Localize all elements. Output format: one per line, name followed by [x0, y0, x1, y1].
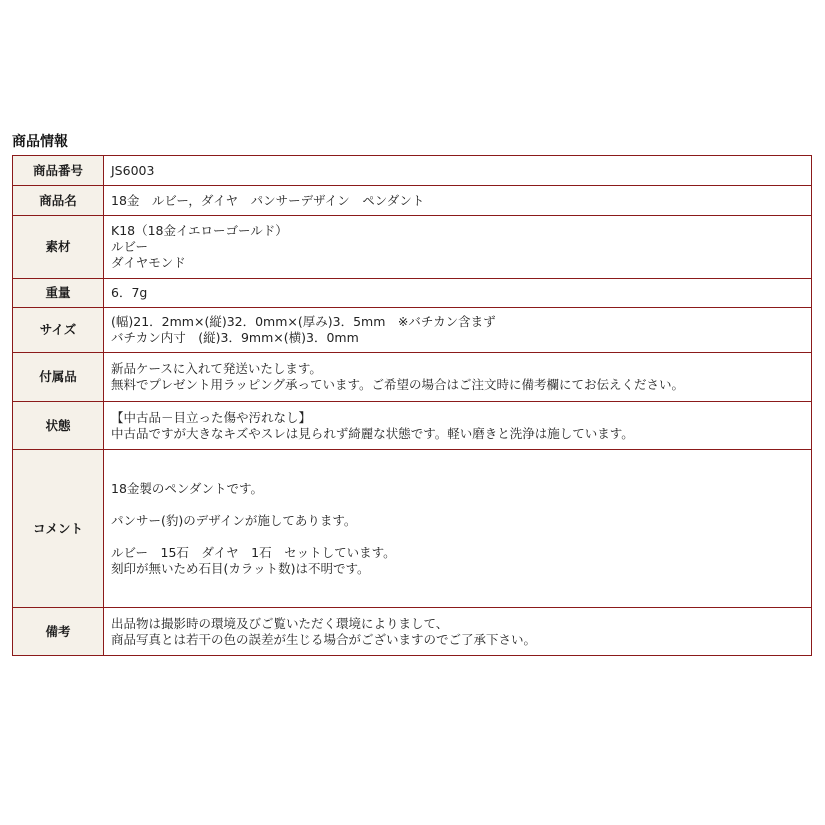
- label-accessories: 付属品: [13, 353, 104, 402]
- label-remarks: 備考: [13, 608, 104, 656]
- row-material: [13, 216, 812, 279]
- accessories-line: 無料でプレゼント用ラッピング承っています。ご希望の場合はご注文時に備考欄にてお伝えください。: [111, 377, 685, 392]
- label-material: 素材: [13, 216, 104, 279]
- comment-line: 18金製のペンダントです。: [111, 480, 264, 496]
- value-size: [104, 308, 812, 353]
- label-size: サイズ: [13, 308, 104, 353]
- row-accessories: [13, 353, 812, 402]
- value-item-name: 18金 ルビー，ダイヤ パンサーデザイン ペンダント: [104, 186, 812, 216]
- section-title: 商品情報: [12, 134, 68, 150]
- material-line: ルビー: [111, 239, 149, 254]
- size-line: (幅)21．2mm×(縦)32．0mm×(厚み)3．5mm ※バチカン含まず: [111, 314, 496, 329]
- material-line: K18（18金イエローゴールド）: [111, 223, 288, 238]
- condition-line: 中古品ですが大きなキズやスレは見られず綺麗な状態です。軽い磨きと洗浄は施しています。: [111, 425, 634, 441]
- comment-spacer: [111, 497, 805, 513]
- value-remarks: [104, 608, 812, 656]
- row-weight: [13, 279, 812, 308]
- row-condition: [13, 402, 812, 450]
- remarks-line: 出品物は撮影時の環境及びご覧いただく環境によりまして、: [111, 615, 449, 631]
- row-item-name: [13, 186, 812, 216]
- comment-line: 刻印が無いため石目(カラット数)は不明です。: [111, 560, 370, 576]
- condition-line: 【中古品－目立った傷や汚れなし】: [111, 409, 312, 425]
- value-material: [104, 216, 812, 279]
- material-line: ダイヤモンド: [111, 255, 186, 270]
- label-weight: 重量: [13, 279, 104, 308]
- remarks-line: 商品写真とは若干の色の誤差が生じる場合がございますのでご了承下さい。: [111, 631, 537, 647]
- accessories-line: 新品ケースに入れて発送いたします。: [111, 361, 322, 376]
- label-item-name: 商品名: [13, 186, 104, 216]
- size-line: バチカン内寸 (縦)3．9mm×(横)3．0mm: [111, 330, 359, 345]
- comment-line: ルビー 15石 ダイヤ 1石 セットしています。: [111, 544, 396, 560]
- row-remarks: [13, 608, 812, 656]
- label-comment: コメント: [13, 450, 104, 608]
- row-item-number: [13, 156, 812, 186]
- value-accessories: [104, 353, 812, 402]
- value-item-number: JS6003: [104, 156, 812, 186]
- comment-line: パンサー(豹)のデザインが施してあります。: [111, 512, 357, 528]
- row-size: [13, 308, 812, 353]
- comment-spacer: [111, 529, 805, 545]
- product-info-table: [12, 155, 812, 656]
- value-weight: 6．7g: [104, 279, 812, 308]
- value-condition: [104, 402, 812, 450]
- label-condition: 状態: [13, 402, 104, 450]
- row-comment: [13, 450, 812, 608]
- value-comment: [104, 450, 812, 608]
- label-item-number: 商品番号: [13, 156, 104, 186]
